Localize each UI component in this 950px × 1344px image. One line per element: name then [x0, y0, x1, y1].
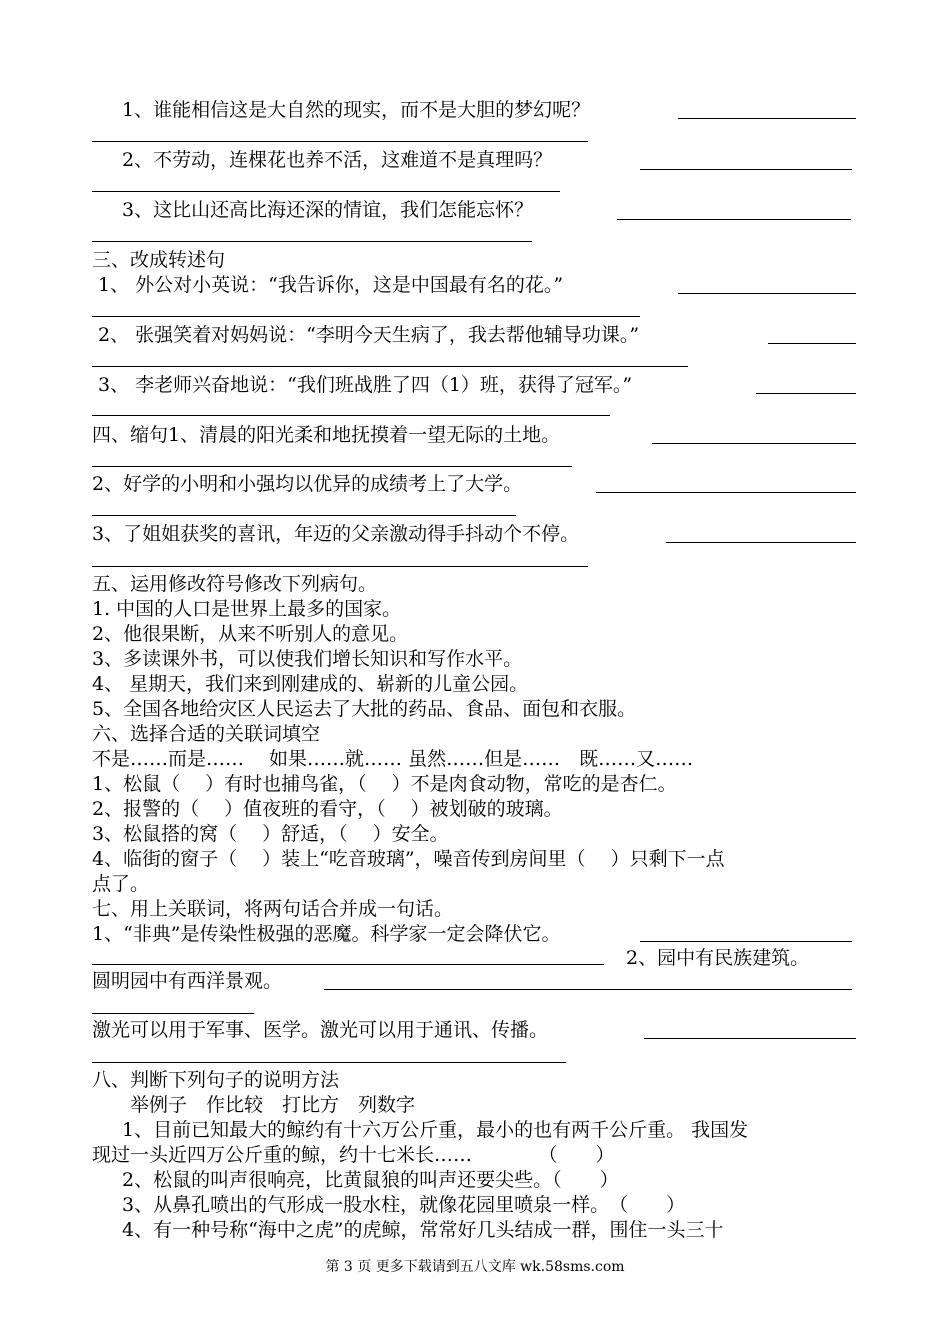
answer-line[interactable] — [640, 941, 852, 942]
s3-q2: 2、 张强笑着对妈妈说：“李明今天生病了，我去帮他辅导功课。” — [98, 324, 640, 346]
answer-line[interactable] — [92, 1013, 254, 1014]
s3-q3: 3、 李老师兴奋地说：“我们班战胜了四（1）班，获得了冠军。” — [98, 374, 633, 396]
s6-item: 4、临街的窗子（ ）装上“吃音玻璃”，噪音传到房间里（ ）只剩下一点 — [92, 848, 725, 870]
s8-q3: 3、从鼻孔喷出的气形成一股水柱，就像花园里喷泉一样。 （ ） — [122, 1194, 686, 1216]
answer-line[interactable] — [644, 1038, 856, 1039]
s6-item: 点了。 — [92, 873, 150, 895]
s8-q1b: 现过一头近四万公斤重的鲸，约十七米长…… （ ） — [92, 1144, 615, 1166]
s2-q2: 2、不劳动，连棵花也养不活，这难道不是真理吗？ — [122, 149, 553, 171]
s8-title: 八、判断下列句子的说明方法 — [92, 1069, 340, 1091]
s6-item: 3、松鼠搭的窝（ ）舒适，（ ）安全。 — [92, 823, 449, 845]
s5-item: 5、全国各地给灾区人民运去了大批的药品、食品、面包和衣服。 — [92, 698, 637, 720]
answer-line[interactable] — [640, 169, 852, 170]
s5-item: 1. 中国的人口是世界上最多的国家。 — [92, 598, 402, 620]
page-footer: 第 3 页 更多下载请到五八文库 wk.58sms.com — [325, 1259, 625, 1275]
s8-q2: 2、松鼠的叫声很响亮，比黄鼠狼的叫声还要尖些。（ ） — [122, 1169, 619, 1191]
s2-q3: 3、这比山还高比海还深的情谊，我们怎能忘怀？ — [122, 199, 534, 221]
answer-line[interactable] — [768, 343, 856, 344]
s7-q1: 1、“非典”是传染性极强的恶魔。科学家一定会降伏它。 — [92, 923, 561, 945]
answer-line[interactable] — [92, 316, 640, 317]
s7-title: 七、用上关联词，将两句话合并成一句话。 — [92, 898, 454, 920]
answer-line[interactable] — [652, 443, 856, 444]
s8-options: 举例子 作比较 打比方 列数字 — [130, 1094, 416, 1116]
answer-line[interactable] — [678, 118, 856, 119]
answer-line[interactable] — [92, 415, 610, 416]
answer-line[interactable] — [596, 492, 856, 493]
s5-item: 4、 星期天，我们来到刚建成的、崭新的儿童公园。 — [92, 673, 529, 695]
s5-item: 3、多读课外书，可以使我们增长知识和写作水平。 — [92, 648, 523, 670]
answer-line[interactable] — [92, 1062, 566, 1063]
s7-q3: 激光可以用于军事、医学。激光可以用于通讯、传播。 — [92, 1019, 549, 1041]
answer-line[interactable] — [92, 566, 588, 567]
answer-line[interactable] — [92, 515, 516, 516]
s3-title: 三、改成转述句 — [92, 249, 226, 271]
s4-q2: 2、好学的小明和小强均以优异的成绩考上了大学。 — [92, 473, 523, 495]
s3-q1: 1、 外公对小英说：“我告诉你，这是中国最有名的花。” — [98, 274, 564, 296]
answer-line[interactable] — [756, 393, 856, 394]
s8-q1a: 1、目前已知最大的鲸约有十六万公斤重，最小的也有两千公斤重。 我国发 — [122, 1119, 749, 1141]
s2-q1: 1、谁能相信这是大自然的现实，而不是大胆的梦幻呢？ — [122, 99, 591, 121]
answer-line[interactable] — [92, 141, 588, 142]
answer-line[interactable] — [92, 366, 688, 367]
answer-line[interactable] — [666, 542, 856, 543]
s6-item: 2、报警的（ ）值夜班的看守，（ ）被划破的玻璃。 — [92, 798, 563, 820]
answer-line[interactable] — [92, 191, 560, 192]
s4-q1: 四、缩句1、清晨的阳光柔和地抚摸着一望无际的土地。 — [92, 424, 561, 446]
answer-line[interactable] — [92, 241, 532, 242]
s6-title: 六、选择合适的关联词填空 — [92, 723, 321, 745]
answer-line[interactable] — [617, 219, 851, 220]
answer-line[interactable] — [92, 466, 572, 467]
s8-q4: 4、有一种号称“海中之虎”的虎鲸，常常好几头结成一群，围住一头三十 — [122, 1219, 724, 1241]
answer-line[interactable] — [92, 964, 604, 965]
s6-options: 不是……而是…… 如果……就…… 虽然……但是…… 既……又…… — [92, 748, 694, 770]
s7-q2: 2、园中有民族建筑。 — [626, 947, 810, 969]
answer-line[interactable] — [324, 989, 852, 990]
s4-q3: 3、了姐姐获奖的喜讯，年迈的父亲激动得手抖动个不停。 — [92, 523, 580, 545]
s6-item: 1、松鼠（ ）有时也捕鸟雀，（ ）不是肉食动物，常吃的是杏仁。 — [92, 773, 677, 795]
answer-line[interactable] — [678, 293, 856, 294]
s5-title: 五、运用修改符号修改下列病句。 — [92, 573, 378, 595]
s7-q2b: 圆明园中有西洋景观。 — [92, 970, 283, 992]
s5-item: 2、他很果断，从来不听别人的意见。 — [92, 623, 409, 645]
